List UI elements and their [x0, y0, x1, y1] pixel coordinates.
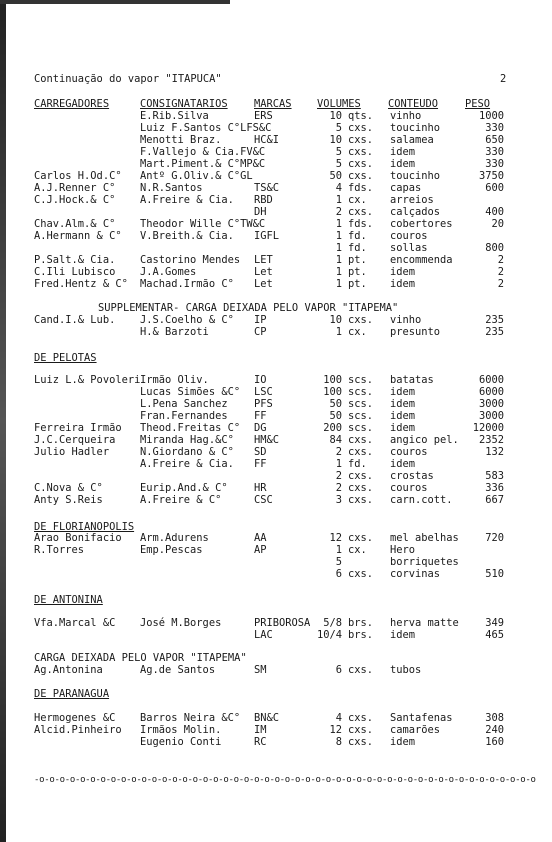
conteudo-cell: idem [390, 398, 416, 410]
volume-qty-cell: 8 [335, 736, 342, 748]
peso-cell: 336 [485, 482, 504, 494]
document-title: Continuação do vapor "ITAPUCA" [34, 73, 222, 85]
marca-cell: CSC [254, 494, 273, 506]
peso-cell: 20 [491, 218, 504, 230]
volume-qty-cell: 1 [335, 458, 342, 470]
consignatario-cell: Ag.de Santos [140, 664, 216, 676]
col-header-peso: PESO [465, 98, 491, 110]
volume-unit-cell: cxs. [348, 122, 374, 134]
volume-unit-cell: cxs. [348, 170, 374, 182]
marca-cell: FF [254, 458, 267, 470]
marca-cell: SD [254, 446, 267, 458]
pelotas-heading: DE PELOTAS [34, 352, 97, 364]
volume-qty-cell: 5 [335, 122, 342, 134]
consignatario-cell: Fran.Fernandes [140, 410, 228, 422]
peso-cell: 235 [485, 326, 504, 338]
conteudo-cell: Santafenas [390, 712, 453, 724]
consignatario-cell: Arm.Adurens [140, 532, 209, 544]
carregador-cell: Julio Hadler [34, 446, 110, 458]
volume-unit-cell: cx. [348, 326, 367, 338]
volume-qty-cell: 5 [335, 146, 342, 158]
peso-cell: 1000 [478, 110, 504, 122]
volume-unit-cell: cx. [348, 544, 367, 556]
marca-cell: LAC [254, 629, 273, 641]
volume-unit-cell: fd. [348, 242, 367, 254]
peso-cell: 2 [497, 266, 504, 278]
conteudo-cell: couros [390, 446, 428, 458]
conteudo-cell: couros [390, 482, 428, 494]
peso-cell: 235 [485, 314, 504, 326]
volume-qty-cell: 50 [329, 410, 342, 422]
peso-cell: 2 [497, 254, 504, 266]
volume-unit-cell: scs. [348, 410, 374, 422]
peso-cell: 3000 [478, 410, 504, 422]
volume-qty-cell: 5/8 [323, 617, 342, 629]
volume-unit-cell: cxs. [348, 664, 374, 676]
marca-cell: PFS [254, 398, 273, 410]
footer-divider: -o-o-o-o-o-o-o-o-o-o-o-o-o-o-o-o-o-o-o-o-o-o-o-o-o-o-o-o-o-o-o-o-o-o-o-o-o-o-o-o-o-o-o-o-o-o-o-o-o [34, 775, 536, 785]
volume-unit-cell: cxs. [348, 568, 374, 580]
carregador-cell: Arao Bonifacio [34, 532, 122, 544]
volume-qty-cell: 1 [335, 230, 342, 242]
carregador-cell: R.Torres [34, 544, 85, 556]
volume-unit-cell: cxs. [348, 724, 374, 736]
marca-cell: IM [254, 724, 267, 736]
volume-qty-cell: 100 [323, 386, 342, 398]
conteudo-cell: idem [390, 458, 416, 470]
volume-qty-cell: 2 [335, 482, 342, 494]
carregador-cell: C.J.Hock.& C° [34, 194, 116, 206]
volume-unit-cell: cxs. [348, 446, 374, 458]
volume-unit-cell: brs. [348, 629, 374, 641]
marca-cell: SM [254, 664, 267, 676]
marca-cell: AP [254, 544, 267, 556]
conteudo-cell: mel abelhas [390, 532, 459, 544]
marca-cell: ERS [254, 110, 273, 122]
consignatario-cell: Eurip.And.& C° [140, 482, 228, 494]
conteudo-cell: corvinas [390, 568, 441, 580]
peso-cell: 510 [485, 568, 504, 580]
marca-cell: RC [254, 736, 267, 748]
volume-unit-cell: fd. [348, 458, 367, 470]
conteudo-cell: tubos [390, 664, 422, 676]
conteudo-cell: idem [390, 386, 416, 398]
marca-cell: Let [254, 278, 273, 290]
volume-qty-cell: 3 [335, 494, 342, 506]
peso-cell: 465 [485, 629, 504, 641]
marca-cell: PRIBOROSA [254, 617, 311, 629]
volume-qty-cell: 200 [323, 422, 342, 434]
consignatario-cell: Miranda Hag.&C° [140, 434, 234, 446]
consignatario-cell: Menotti Braz. [140, 134, 222, 146]
consignatario-cell: Emp.Pescas [140, 544, 203, 556]
conteudo-cell: idem [390, 410, 416, 422]
volume-unit-cell: fds. [348, 218, 374, 230]
consignatario-cell: Theod.Freitas C° [140, 422, 241, 434]
consignatario-cell: Eugenio Conti [140, 736, 222, 748]
conteudo-cell: presunto [390, 326, 441, 338]
consignatario-cell: Lucas Simões &C° [140, 386, 241, 398]
volume-qty-cell: 6 [335, 568, 342, 580]
conteudo-cell: sollas [390, 242, 428, 254]
volume-qty-cell: 10/4 [316, 629, 342, 641]
peso-cell: 330 [485, 122, 504, 134]
volume-unit-cell: fds. [348, 182, 374, 194]
consignatario-cell: Barros Neira &C° [140, 712, 241, 724]
conteudo-cell: borriquetes [390, 556, 459, 568]
volume-unit-cell: cxs. [348, 470, 374, 482]
carregador-cell: Cand.I.& Lub. [34, 314, 116, 326]
consignatario-cell: Irmãos Molin. [140, 724, 222, 736]
carregador-cell: J.C.Cerqueira [34, 434, 116, 446]
peso-cell: 308 [485, 712, 504, 724]
conteudo-cell: Hero [390, 544, 416, 556]
marca-cell: IP [254, 314, 267, 326]
volume-unit-cell: cxs. [348, 482, 374, 494]
carregador-cell: C.Ili Lubisco [34, 266, 116, 278]
volume-unit-cell: cx. [348, 194, 367, 206]
conteudo-cell: idem [390, 278, 416, 290]
marca-cell: IGFL [254, 230, 280, 242]
volume-qty-cell: 12 [329, 724, 342, 736]
volume-qty-cell: 1 [335, 278, 342, 290]
antonina-heading: DE ANTONINA [34, 594, 103, 606]
volume-qty-cell: 10 [329, 134, 342, 146]
carregador-cell: Anty S.Reis [34, 494, 103, 506]
conteudo-cell: idem [390, 266, 416, 278]
volume-qty-cell: 1 [335, 544, 342, 556]
marca-cell: IO [254, 374, 267, 386]
carregador-cell: Ferreira Irmão [34, 422, 122, 434]
conteudo-cell: encommenda [390, 254, 453, 266]
conteudo-cell: toucinho [390, 170, 441, 182]
volume-qty-cell: 4 [335, 712, 342, 724]
volume-qty-cell: 50 [329, 170, 342, 182]
volume-unit-cell: cxs. [348, 712, 374, 724]
peso-cell: 3750 [478, 170, 504, 182]
carregador-cell: Hermogenes &C [34, 712, 116, 724]
peso-cell: 800 [485, 242, 504, 254]
paranagua-heading: DE PARANAGUA [34, 688, 110, 700]
carregador-cell: A.J.Renner C° [34, 182, 116, 194]
peso-cell: 2352 [478, 434, 504, 446]
peso-cell: 3000 [478, 398, 504, 410]
carregador-cell: P.Salt.& Cia. [34, 254, 116, 266]
florianopolis-heading: DE FLORIANOPOLIS [34, 521, 135, 533]
carregador-cell: Carlos H.Od.C° [34, 170, 122, 182]
marca-cell: AA [254, 532, 267, 544]
volume-qty-cell: 5 [335, 158, 342, 170]
volume-unit-cell: cxs. [348, 146, 374, 158]
volume-unit-cell: pt. [348, 278, 367, 290]
page-number: 2 [500, 73, 507, 85]
consignatario-cell: E.Rib.Silva [140, 110, 209, 122]
peso-cell: 400 [485, 206, 504, 218]
consignatario-cell: Machad.Irmão C° [140, 278, 234, 290]
peso-cell: 240 [485, 724, 504, 736]
volume-qty-cell: 2 [335, 206, 342, 218]
peso-cell: 6000 [478, 374, 504, 386]
carregador-cell: Chav.Alm.& C° [34, 218, 116, 230]
marca-cell: TS&C [254, 182, 280, 194]
volume-unit-cell: cxs. [348, 134, 374, 146]
conteudo-cell: crostas [390, 470, 434, 482]
peso-cell: 6000 [478, 386, 504, 398]
consignatario-cell: N.R.Santos [140, 182, 203, 194]
carregador-cell: Luiz L.& Povoleri [34, 374, 141, 386]
conteudo-cell: vinho [390, 110, 422, 122]
volume-unit-cell: scs. [348, 398, 374, 410]
consignatario-cell: Luiz F.Santos C°LFS&C [140, 122, 272, 134]
volume-qty-cell: 5 [335, 556, 342, 568]
consignatario-cell: N.Giordano & C° [140, 446, 234, 458]
volume-unit-cell: pt. [348, 266, 367, 278]
consignatario-cell: A.Freire & Cia. [140, 194, 234, 206]
conteudo-cell: salamea [390, 134, 434, 146]
itapema-heading: CARGA DEIXADA PELO VAPOR "ITAPEMA" [34, 652, 247, 664]
conteudo-cell: calçados [390, 206, 441, 218]
marca-cell: BN&C [254, 712, 280, 724]
consignatario-cell: J.A.Gomes [140, 266, 197, 278]
conteudo-cell: idem [390, 158, 416, 170]
consignatario-cell: A.Freire & Cia. [140, 458, 234, 470]
col-header-consignatarios: CONSIGNATARIOS [140, 98, 228, 110]
peso-cell: 12000 [472, 422, 504, 434]
conteudo-cell: capas [390, 182, 422, 194]
consignatario-cell: José M.Borges [140, 617, 222, 629]
peso-cell: 349 [485, 617, 504, 629]
consignatario-cell: L.Pena Sanchez [140, 398, 228, 410]
consignatario-cell: A.Freire & C° [140, 494, 222, 506]
conteudo-cell: idem [390, 736, 416, 748]
volume-qty-cell: 1 [335, 326, 342, 338]
consignatario-cell: V.Breith.& Cia. [140, 230, 234, 242]
volume-unit-cell: cxs. [348, 206, 374, 218]
consignatario-cell: Castorino Mendes [140, 254, 241, 266]
marca-cell: RBD [254, 194, 273, 206]
volume-qty-cell: 2 [335, 446, 342, 458]
conteudo-cell: idem [390, 422, 416, 434]
volume-unit-cell: fd. [348, 230, 367, 242]
consignatario-cell: Antº G.Oliv.& C°GL [140, 170, 253, 182]
conteudo-cell: couros [390, 230, 428, 242]
peso-cell: 650 [485, 134, 504, 146]
conteudo-cell: angico pel. [390, 434, 459, 446]
carregador-cell: Ag.Antonina [34, 664, 103, 676]
conteudo-cell: cobertores [390, 218, 453, 230]
marca-cell: DG [254, 422, 267, 434]
marca-cell: Let [254, 266, 273, 278]
marca-cell: FF [254, 410, 267, 422]
volume-unit-cell: cxs. [348, 314, 374, 326]
volume-qty-cell: 84 [329, 434, 342, 446]
volume-unit-cell: cxs. [348, 158, 374, 170]
scan-left-edge [0, 0, 6, 842]
volume-qty-cell: 2 [335, 470, 342, 482]
marca-cell: DH [254, 206, 267, 218]
volume-qty-cell: 12 [329, 532, 342, 544]
peso-cell: 667 [485, 494, 504, 506]
carregador-cell: Fred.Hentz & C° [34, 278, 128, 290]
consignatario-cell: H.& Barzoti [140, 326, 209, 338]
conteudo-cell: toucinho [390, 122, 441, 134]
volume-unit-cell: scs. [348, 386, 374, 398]
volume-unit-cell: brs. [348, 617, 374, 629]
volume-qty-cell: 100 [323, 374, 342, 386]
volume-qty-cell: 1 [335, 242, 342, 254]
conteudo-cell: arreios [390, 194, 434, 206]
conteudo-cell: carn.cott. [390, 494, 453, 506]
volume-qty-cell: 1 [335, 194, 342, 206]
marca-cell: HM&C [254, 434, 280, 446]
carregador-cell: A.Hermann & C° [34, 230, 122, 242]
carregador-cell: Alcid.Pinheiro [34, 724, 122, 736]
peso-cell: 330 [485, 158, 504, 170]
conteudo-cell: herva matte [390, 617, 459, 629]
volume-unit-cell: qts. [348, 110, 374, 122]
supplement-heading: SUPPLEMENTAR- CARGA DEIXADA PELO VAPOR "ITAPEMA" [98, 302, 399, 314]
volume-unit-cell: scs. [348, 422, 374, 434]
volume-qty-cell: 10 [329, 110, 342, 122]
volume-unit-cell: cxs. [348, 494, 374, 506]
peso-cell: 2 [497, 278, 504, 290]
col-header-marcas: MARCAS [254, 98, 292, 110]
carregador-cell: Vfa.Marcal &C [34, 617, 116, 629]
marca-cell: HC&I [254, 134, 280, 146]
marca-cell: LSC [254, 386, 273, 398]
conteudo-cell: batatas [390, 374, 434, 386]
conteudo-cell: vinho [390, 314, 422, 326]
volume-qty-cell: 50 [329, 398, 342, 410]
volume-unit-cell: cxs. [348, 434, 374, 446]
conteudo-cell: camarões [390, 724, 441, 736]
consignatario-cell: Theodor Wille C°TW&C [140, 218, 266, 230]
consignatario-cell: Irmão Oliv. [140, 374, 209, 386]
volume-unit-cell: cxs. [348, 736, 374, 748]
peso-cell: 330 [485, 146, 504, 158]
marca-cell: HR [254, 482, 267, 494]
volume-unit-cell: cxs. [348, 532, 374, 544]
volume-qty-cell: 1 [335, 254, 342, 266]
conteudo-cell: idem [390, 629, 416, 641]
consignatario-cell: F.Vallejo & Cia.FV&C [140, 146, 266, 158]
volume-qty-cell: 4 [335, 182, 342, 194]
consignatario-cell: J.S.Coelho & C° [140, 314, 234, 326]
volume-unit-cell: scs. [348, 374, 374, 386]
col-header-conteudo: CONTEUDO [388, 98, 439, 110]
peso-cell: 160 [485, 736, 504, 748]
col-header-volumes: VOLUMES [317, 98, 361, 110]
col-header-carregadores: CARREGADORES [34, 98, 110, 110]
volume-unit-cell: pt. [348, 254, 367, 266]
marca-cell: LET [254, 254, 273, 266]
volume-qty-cell: 1 [335, 218, 342, 230]
peso-cell: 720 [485, 532, 504, 544]
peso-cell: 583 [485, 470, 504, 482]
carregador-cell: C.Nova & C° [34, 482, 103, 494]
peso-cell: 132 [485, 446, 504, 458]
volume-qty-cell: 1 [335, 266, 342, 278]
volume-qty-cell: 6 [335, 664, 342, 676]
conteudo-cell: idem [390, 146, 416, 158]
consignatario-cell: Mart.Piment.& C°MP&C [140, 158, 266, 170]
scan-top-edge [0, 0, 230, 4]
volume-qty-cell: 10 [329, 314, 342, 326]
marca-cell: CP [254, 326, 267, 338]
peso-cell: 600 [485, 182, 504, 194]
